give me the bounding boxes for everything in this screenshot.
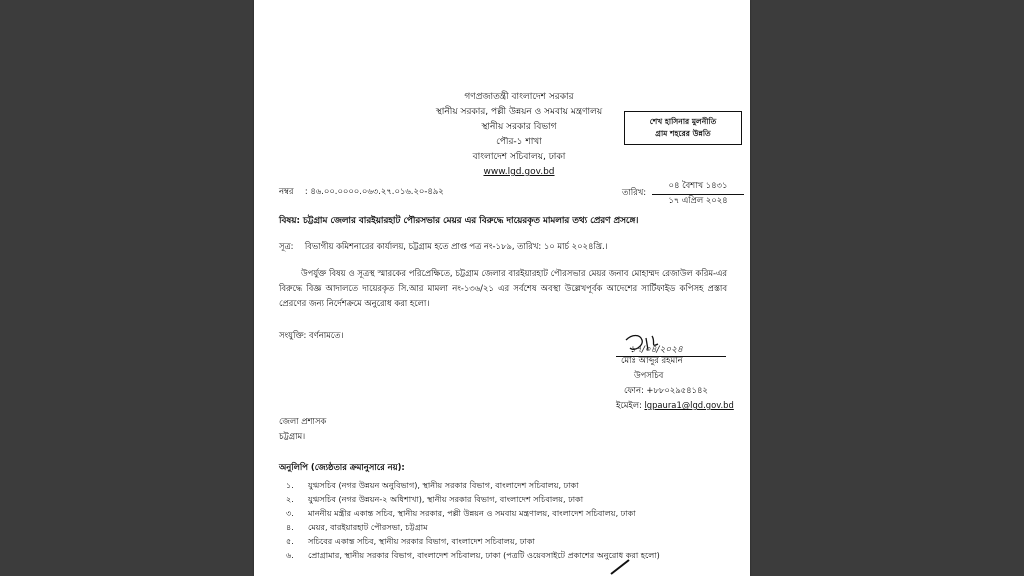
signatory-email	[616, 397, 734, 413]
pen-mark	[609, 558, 633, 576]
letterhead-branch: পৌর-১ শাখা	[496, 137, 542, 147]
letterhead-url[interactable]: www.lgd.gov.bd	[483, 167, 555, 177]
date-label: তারিখ:	[622, 187, 647, 197]
letterhead-division: স্থানীয় সরকার বিভাগ	[481, 122, 557, 132]
enclosure-line: সংযুক্তি: বর্ণনামতে।	[279, 330, 344, 340]
list-item-text: যুগ্মসচিব (নগর উন্নয়ন-২ অধিশাখা), স্থানীয় সরকার বিভাগ, বাংলাদেশ সচিবালয়, ঢাকা	[308, 494, 584, 504]
reference-text: বিভাগীয় কমিশনারের কার্যালয়, চট্টগ্রাম হতে প্রাপ্ত পত্র নং-১৮৯, তারিখ: ১০ মার্চ ২০২৪খ্রি.।	[304, 241, 608, 251]
list-item-number: ৬.	[286, 550, 294, 560]
slogan-line-1: শেখ হাসিনার মুলনীতি	[649, 117, 717, 126]
subject-line	[279, 213, 638, 228]
email-label: ইমেইল:	[616, 400, 642, 410]
list-item-text: মাননীয় মন্ত্রীর একান্ত সচিব, স্থানীয় সরকার, পল্লী উন্নয়ন ও সমবায় মন্ত্রণালয়, বাংলাদেশ সচিবালয়, ঢাকা	[308, 508, 636, 518]
list-item-text: যুগ্মসচিব (নগর উন্নয়ন অনুবিভাগ), স্থানীয় সরকার বিভাগ, বাংলাদেশ সচিবালয়, ঢাকা	[308, 480, 579, 490]
memo-number-label: নম্বর	[279, 186, 294, 196]
recipient-title: জেলা প্রশাসক	[279, 416, 327, 426]
slogan-line-2: গ্রাম শহরের উন্নতি	[655, 129, 711, 138]
list-item-number: ৫.	[286, 536, 294, 546]
slogan-box	[624, 111, 742, 145]
list-item	[286, 508, 636, 521]
list-item-text: প্রোগ্রামার, স্থানীয় সরকার বিভাগ, বাংলাদেশ সচিবালয়, ঢাকা (পত্রটি ওয়েবসাইটে প্রকাশের অনুরোধ করা হলো)	[308, 550, 660, 560]
date-english: ১৭ এপ্রিল ২০২৪	[668, 195, 728, 205]
letterhead-ministry: স্থানীয় সরকার, পল্লী উন্নয়ন ও সমবায় মন্ত্রণালয়	[435, 107, 603, 117]
list-item	[286, 550, 660, 563]
reference-line	[279, 240, 608, 254]
list-item-number: ২.	[286, 494, 294, 504]
list-item-number: ১.	[286, 480, 294, 490]
letterhead-govt: গণপ্রজাতন্ত্রী বাংলাদেশ সরকার	[464, 92, 574, 102]
recipient-place: চট্টগ্রাম।	[279, 431, 306, 441]
letterhead-address: বাংলাদেশ সচিবালয়, ঢাকা	[472, 152, 566, 162]
list-item-text: মেয়র, বারইয়ারহাট পৌরসভা, চট্টগ্রাম	[308, 522, 428, 532]
date-bangla: ০৪ বৈশাখ ১৪৩১	[652, 179, 744, 195]
signature-date: ১৭/০৪/২০২৪	[630, 345, 683, 355]
subject-text: চট্টগ্রাম জেলার বারইয়ারহাট পৌরসভার মেয়র এর বিরুদ্ধে দায়েরকৃত মামলার তথ্য প্রেরণ প্রসঙ্গে।	[303, 216, 639, 226]
body-paragraph: উপর্যুক্ত বিষয় ও সূত্রস্থ স্মারকের পরিপ্রেক্ষিতে, চট্টগ্রাম জেলার বারইয়ারহাট পৌরসভার মেয়র জনাব মোহাম্মদ রেজাউল করিম-এর বিরুদ্ধে বিজ্ঞ আদালতে দায়েরকৃত সি.আর মামলা নং-১৩৬/২১ এর সর্বশেষ অবস্থা উল্লেখপূর্বক আদেশের সার্টিফাইড কপিসহ প্রস্তাব প্রেরণের জন্য নির্দেশক্রমে অনুরোধ করা হলো।	[279, 268, 727, 308]
memo-number-value: : ৪৬.০০.০০০০.০৬৩.২৭.০১৬.২০-৪৯২	[304, 186, 444, 196]
list-item	[286, 522, 428, 535]
memo-number	[279, 185, 444, 199]
list-item	[286, 494, 584, 507]
list-item	[286, 536, 535, 549]
signatory-phone: ফোন: +৮৮০২৯৫৪১৪২	[624, 385, 708, 395]
subject-label: বিষয়:	[279, 216, 300, 226]
email-link[interactable]: lgpaura1@lgd.gov.bd	[644, 400, 734, 410]
signatory-name: মোঃ আব্দুর রহমান	[621, 355, 683, 365]
list-item-number: ৪.	[286, 522, 294, 532]
letterhead	[394, 90, 644, 180]
list-item-text: সচিবের একান্ত সচিব, স্থানীয় সরকার বিভাগ, বাংলাদেশ সচিবালয়, ঢাকা	[308, 536, 535, 546]
signatory-designation: উপসচিব	[634, 370, 664, 380]
copies-heading: অনুলিপি (জ্যেষ্ঠতার ক্রমানুসারে নয়):	[279, 462, 405, 472]
document-page	[254, 0, 750, 576]
reference-label: সূত্র:	[279, 241, 294, 251]
list-item-number: ৩.	[286, 508, 294, 518]
list-item	[286, 480, 579, 493]
